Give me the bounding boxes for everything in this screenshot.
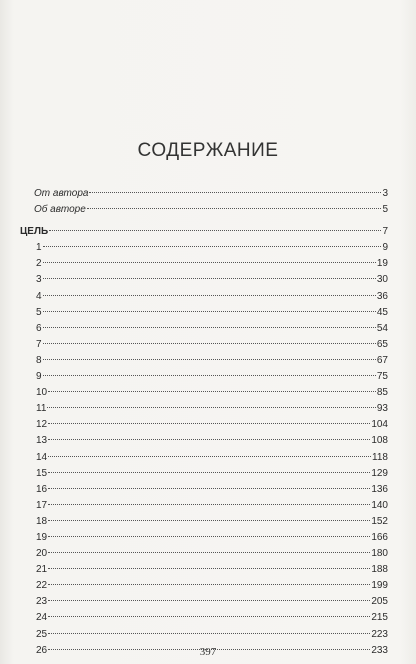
dot-leader xyxy=(48,599,370,601)
toc-entry xyxy=(20,289,388,305)
toc-entry-label: 13 xyxy=(36,435,48,447)
toc-entry-label: 4 xyxy=(36,290,42,302)
dot-leader xyxy=(43,342,376,344)
toc-entry xyxy=(20,305,388,321)
toc-entry-page: 223 xyxy=(371,628,388,640)
dot-leader xyxy=(48,551,370,553)
toc-entry xyxy=(20,466,388,482)
toc-entry xyxy=(20,530,388,546)
dot-leader xyxy=(48,422,370,424)
page-title: СОДЕРЖАНИЕ xyxy=(137,140,279,161)
toc-entry-page: 5 xyxy=(382,204,388,216)
toc-entry xyxy=(20,240,388,256)
toc-entry xyxy=(20,433,388,449)
toc-entry-label: 9 xyxy=(36,371,42,383)
toc-entry-label: От автора xyxy=(34,188,89,199)
toc-entry-label: 6 xyxy=(36,322,42,334)
toc-entry-label: 1 xyxy=(36,242,42,254)
toc-entry-page: 36 xyxy=(376,290,388,302)
dot-leader xyxy=(48,487,370,489)
toc-entry-page: 108 xyxy=(371,435,388,447)
dot-leader xyxy=(48,471,370,473)
toc-entry-label: 3 xyxy=(36,274,42,286)
toc-entry xyxy=(20,594,388,610)
dot-leader xyxy=(48,583,370,585)
toc-entry xyxy=(20,546,388,562)
toc-entry-intro xyxy=(20,186,388,202)
toc-entry-page: 199 xyxy=(371,580,388,592)
dot-leader xyxy=(48,519,370,521)
toc-entry xyxy=(20,498,388,514)
dot-leader xyxy=(48,438,370,440)
toc-entry-page: 205 xyxy=(371,596,388,608)
toc-entry-page: 233 xyxy=(371,644,388,656)
dot-leader xyxy=(43,374,376,376)
dot-leader xyxy=(48,632,370,634)
toc-section-heading xyxy=(20,224,388,240)
toc-entry xyxy=(20,401,388,417)
dot-leader xyxy=(49,229,381,231)
table-of-contents xyxy=(20,186,388,659)
toc-entry-label: 18 xyxy=(36,515,48,527)
dot-leader xyxy=(87,207,382,209)
toc-entry xyxy=(20,417,388,433)
toc-entry xyxy=(20,578,388,594)
dot-leader xyxy=(48,567,370,569)
toc-entry-label: 7 xyxy=(36,338,42,350)
toc-entry-label: 21 xyxy=(36,564,48,576)
toc-entry-label: 14 xyxy=(36,451,48,463)
toc-entry xyxy=(20,482,388,498)
toc-entry xyxy=(20,272,388,288)
dot-leader xyxy=(43,261,376,263)
chapter-list xyxy=(20,240,388,658)
toc-entry-page: 118 xyxy=(372,451,388,463)
dot-leader xyxy=(47,406,375,408)
toc-entry-page: 215 xyxy=(371,612,388,624)
toc-entry-label: 8 xyxy=(36,354,42,366)
toc-entry-label: 10 xyxy=(36,387,48,399)
toc-entry xyxy=(20,514,388,530)
dot-leader xyxy=(43,358,376,360)
toc-entry-label: 15 xyxy=(36,467,48,479)
toc-entry-page: 129 xyxy=(371,467,388,479)
toc-entry xyxy=(20,256,388,272)
toc-entry-page: 45 xyxy=(376,306,388,318)
toc-entry-label: 16 xyxy=(36,483,48,495)
toc-section-label: ЦЕЛЬ xyxy=(20,226,49,238)
page-number: 397 xyxy=(199,646,217,658)
toc-entry xyxy=(20,627,388,643)
toc-entry-page: 9 xyxy=(382,242,388,254)
toc-entry xyxy=(20,385,388,401)
toc-entry xyxy=(20,610,388,626)
toc-entry-page: 136 xyxy=(371,483,388,495)
toc-entry-label: 5 xyxy=(36,306,42,318)
toc-entry-page: 152 xyxy=(371,515,388,527)
toc-entry-page: 67 xyxy=(376,354,388,366)
dot-leader xyxy=(43,326,376,328)
toc-entry-page: 3 xyxy=(382,188,388,199)
dot-leader xyxy=(48,535,370,537)
toc-entry-page: 75 xyxy=(376,371,388,383)
toc-entry-label: 19 xyxy=(36,531,48,543)
toc-entry-page: 104 xyxy=(371,419,388,431)
toc-entry-label: 2 xyxy=(36,258,42,270)
toc-section-page: 7 xyxy=(382,226,388,238)
toc-entry-label: Об авторе xyxy=(34,204,86,216)
dot-leader xyxy=(48,455,371,457)
toc-entry-page: 166 xyxy=(371,531,388,543)
toc-entry-label: 22 xyxy=(36,580,48,592)
toc-entry-label: 26 xyxy=(36,644,48,656)
toc-entry-label: 11 xyxy=(36,403,47,415)
toc-entry xyxy=(20,321,388,337)
toc-entry-label: 17 xyxy=(36,499,48,511)
dot-leader xyxy=(89,191,381,193)
dot-leader xyxy=(48,390,376,392)
dot-leader xyxy=(48,615,370,617)
toc-entry-page: 19 xyxy=(376,258,388,270)
toc-entry-page: 54 xyxy=(376,322,388,334)
toc-entry-page: 30 xyxy=(376,274,388,286)
dot-leader xyxy=(43,277,376,279)
toc-entry-label: 20 xyxy=(36,548,48,560)
toc-entry-label: 25 xyxy=(36,628,48,640)
toc-entry-page: 140 xyxy=(371,499,388,511)
toc-entry-intro xyxy=(20,202,388,218)
dot-leader xyxy=(43,245,382,247)
toc-entry xyxy=(20,369,388,385)
toc-entry xyxy=(20,353,388,369)
toc-entry-page: 188 xyxy=(371,564,388,576)
toc-entry-label: 12 xyxy=(36,419,48,431)
toc-entry-page: 65 xyxy=(376,338,388,350)
toc-entry xyxy=(20,562,388,578)
toc-entry-page: 93 xyxy=(376,403,388,415)
toc-entry-page: 85 xyxy=(376,387,388,399)
toc-entry-page: 180 xyxy=(371,548,388,560)
toc-entry xyxy=(20,337,388,353)
dot-leader xyxy=(43,310,376,312)
dot-leader xyxy=(48,503,370,505)
dot-leader xyxy=(43,294,376,296)
toc-entry-label: 23 xyxy=(36,596,48,608)
toc-entry xyxy=(20,450,388,466)
toc-entry-label: 24 xyxy=(36,612,48,624)
